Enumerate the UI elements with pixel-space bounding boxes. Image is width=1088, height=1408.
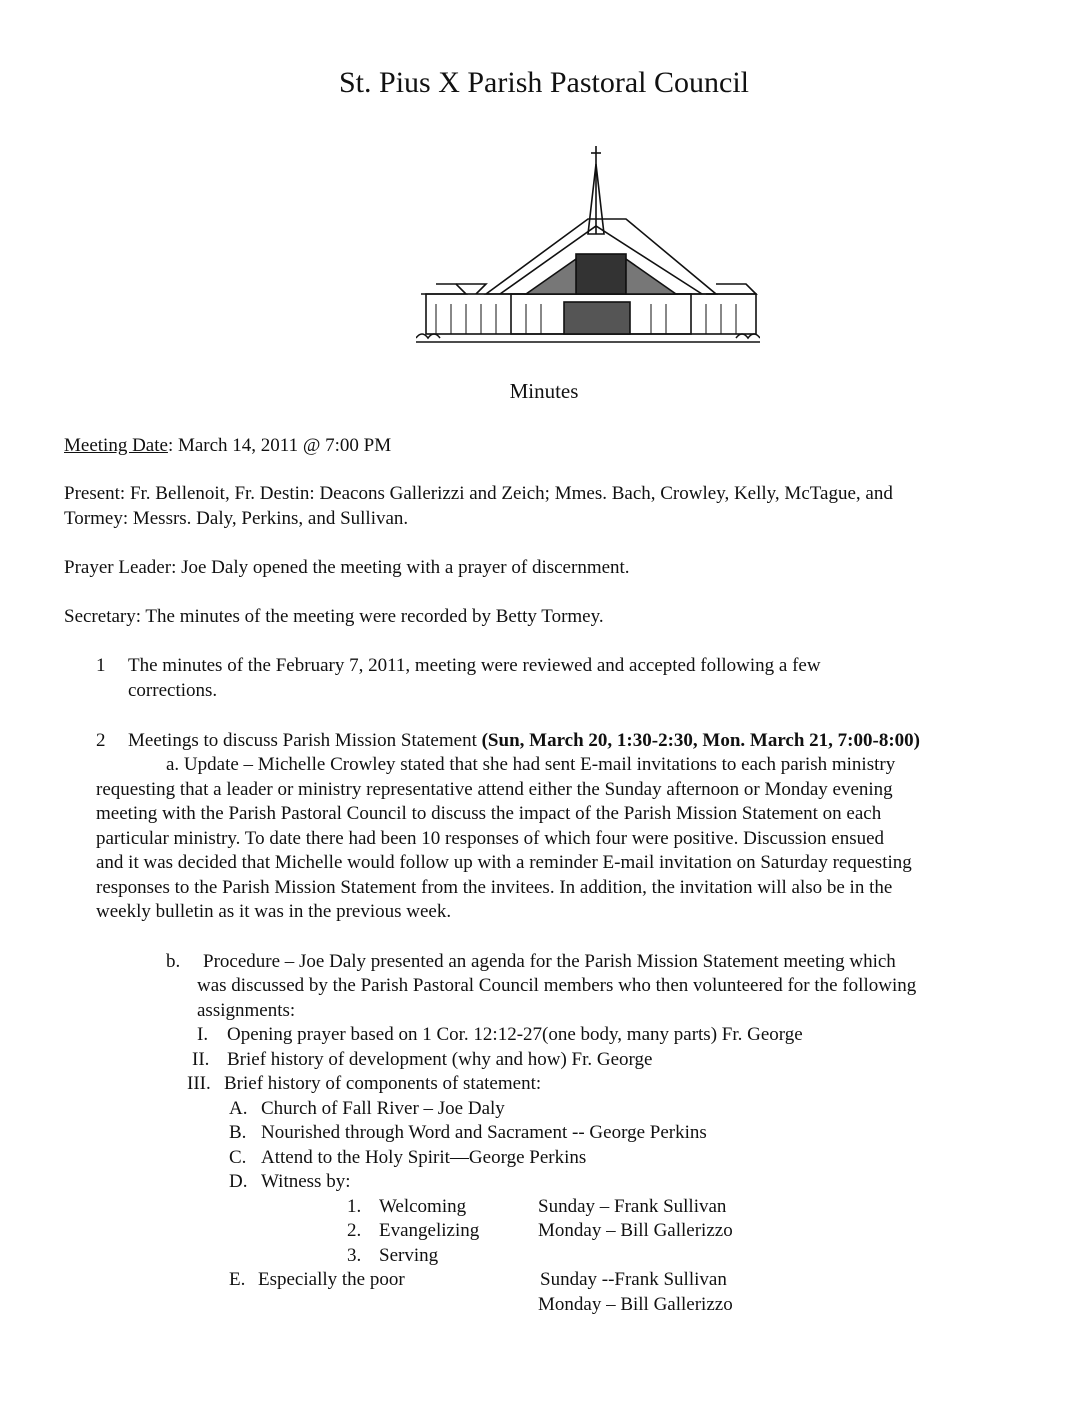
letter-label: B. [229, 1122, 247, 1143]
letter-item-text: Nourished through Word and Sacrament -- George Perkins [261, 1122, 707, 1143]
section-heading-minutes: Minutes [509, 379, 579, 403]
prayer-leader: Prayer Leader: Joe Daly opened the meeting with a prayer of discernment. [64, 557, 630, 578]
item-2-heading [128, 729, 920, 753]
item-2-heading-text: Meetings to discuss Parish Mission Statement [128, 730, 482, 751]
roman-numeral: I. [197, 1024, 209, 1045]
item-2-number: 2 [96, 730, 106, 751]
item-2-heading-schedule: (Sun, March 20, 1:30-2:30, Mon. March 21, 7:00-8:00) [481, 730, 920, 751]
item-2a-line: responses to the Parish Mission Statement from the invitees. In addition, the invitation will also be in the [96, 877, 893, 898]
item-2a-line: meeting with the Parish Pastoral Council to discuss the impact of the Parish Mission Statement on each [96, 803, 882, 824]
witness-text: Serving [379, 1245, 439, 1266]
present-line-1: Present: Fr. Bellenoit, Fr. Destin: Deacons Gallerizzi and Zeich; Mmes. Bach, Crowley, Kelly, McTague, and [64, 483, 893, 504]
church-illustration [416, 144, 760, 350]
item-2b-label: b. [166, 951, 181, 972]
secretary: Secretary: The minutes of the meeting were recorded by Betty Tormey. [64, 606, 604, 627]
document-title: St. Pius X Parish Pastoral Council [338, 66, 750, 99]
item-2b-line: Procedure – Joe Daly presented an agenda for the Parish Mission Statement meeting which [203, 951, 896, 972]
e-assignment-monday: Monday – Bill Gallerizzo [538, 1294, 733, 1315]
item-2a-line: a. Update – Michelle Crowley stated that she had sent E-mail invitations to each parish ministry [166, 754, 896, 775]
witness-number: 1. [347, 1196, 362, 1217]
roman-item-text: Brief history of development (why and how) Fr. George [227, 1049, 653, 1070]
letter-item-text: Witness by: [261, 1171, 351, 1192]
witness-text: Welcoming [379, 1196, 467, 1217]
item-1-line-2: corrections. [128, 680, 218, 701]
item-2b-line: assignments: [197, 1000, 296, 1021]
witness-text: Evangelizing [379, 1220, 480, 1241]
witness-assignment: Monday – Bill Gallerizzo [538, 1220, 733, 1241]
meeting-date-label: Meeting Date [64, 435, 168, 456]
e-assignment-sunday: Sunday --Frank Sullivan [540, 1269, 727, 1290]
present-line-2: Tormey: Messrs. Daly, Perkins, and Sullivan. [64, 508, 409, 529]
letter-item-text: Church of Fall River – Joe Daly [261, 1098, 505, 1119]
roman-numeral: II. [192, 1049, 210, 1070]
item-2a-line: particular ministry. To date there had been 10 responses of which four were positive. Discussion ensued [96, 828, 885, 849]
letter-label: A. [229, 1098, 248, 1119]
letter-item-text: Especially the poor [258, 1269, 405, 1290]
meeting-date [64, 434, 391, 458]
witness-number: 3. [347, 1245, 362, 1266]
meeting-date-value: : March 14, 2011 @ 7:00 PM [167, 435, 392, 456]
item-2b-line: was discussed by the Parish Pastoral Council members who then volunteered for the following [197, 975, 917, 996]
letter-label: E. [229, 1269, 246, 1290]
witness-number: 2. [347, 1220, 362, 1241]
roman-item-text: Opening prayer based on 1 Cor. 12:12-27(one body, many parts) Fr. George [227, 1024, 803, 1045]
item-2a-line: and it was decided that Michelle would follow up with a reminder E-mail invitation on Saturday requesting [96, 852, 912, 873]
item-2a-line: requesting that a leader or ministry representative attend either the Sunday afternoon or Monday evening [96, 779, 893, 800]
roman-numeral: III. [187, 1073, 211, 1094]
item-2a-line: weekly bulletin as it was in the previous week. [96, 901, 452, 922]
item-1-line-1: The minutes of the February 7, 2011, meeting were reviewed and accepted following a few [128, 655, 821, 676]
item-1-number: 1 [96, 655, 106, 676]
letter-item-text: Attend to the Holy Spirit—George Perkins [261, 1147, 587, 1168]
letter-label: C. [229, 1147, 247, 1168]
witness-assignment: Sunday – Frank Sullivan [538, 1196, 727, 1217]
letter-label: D. [229, 1171, 248, 1192]
roman-item-text: Brief history of components of statement: [224, 1073, 542, 1094]
